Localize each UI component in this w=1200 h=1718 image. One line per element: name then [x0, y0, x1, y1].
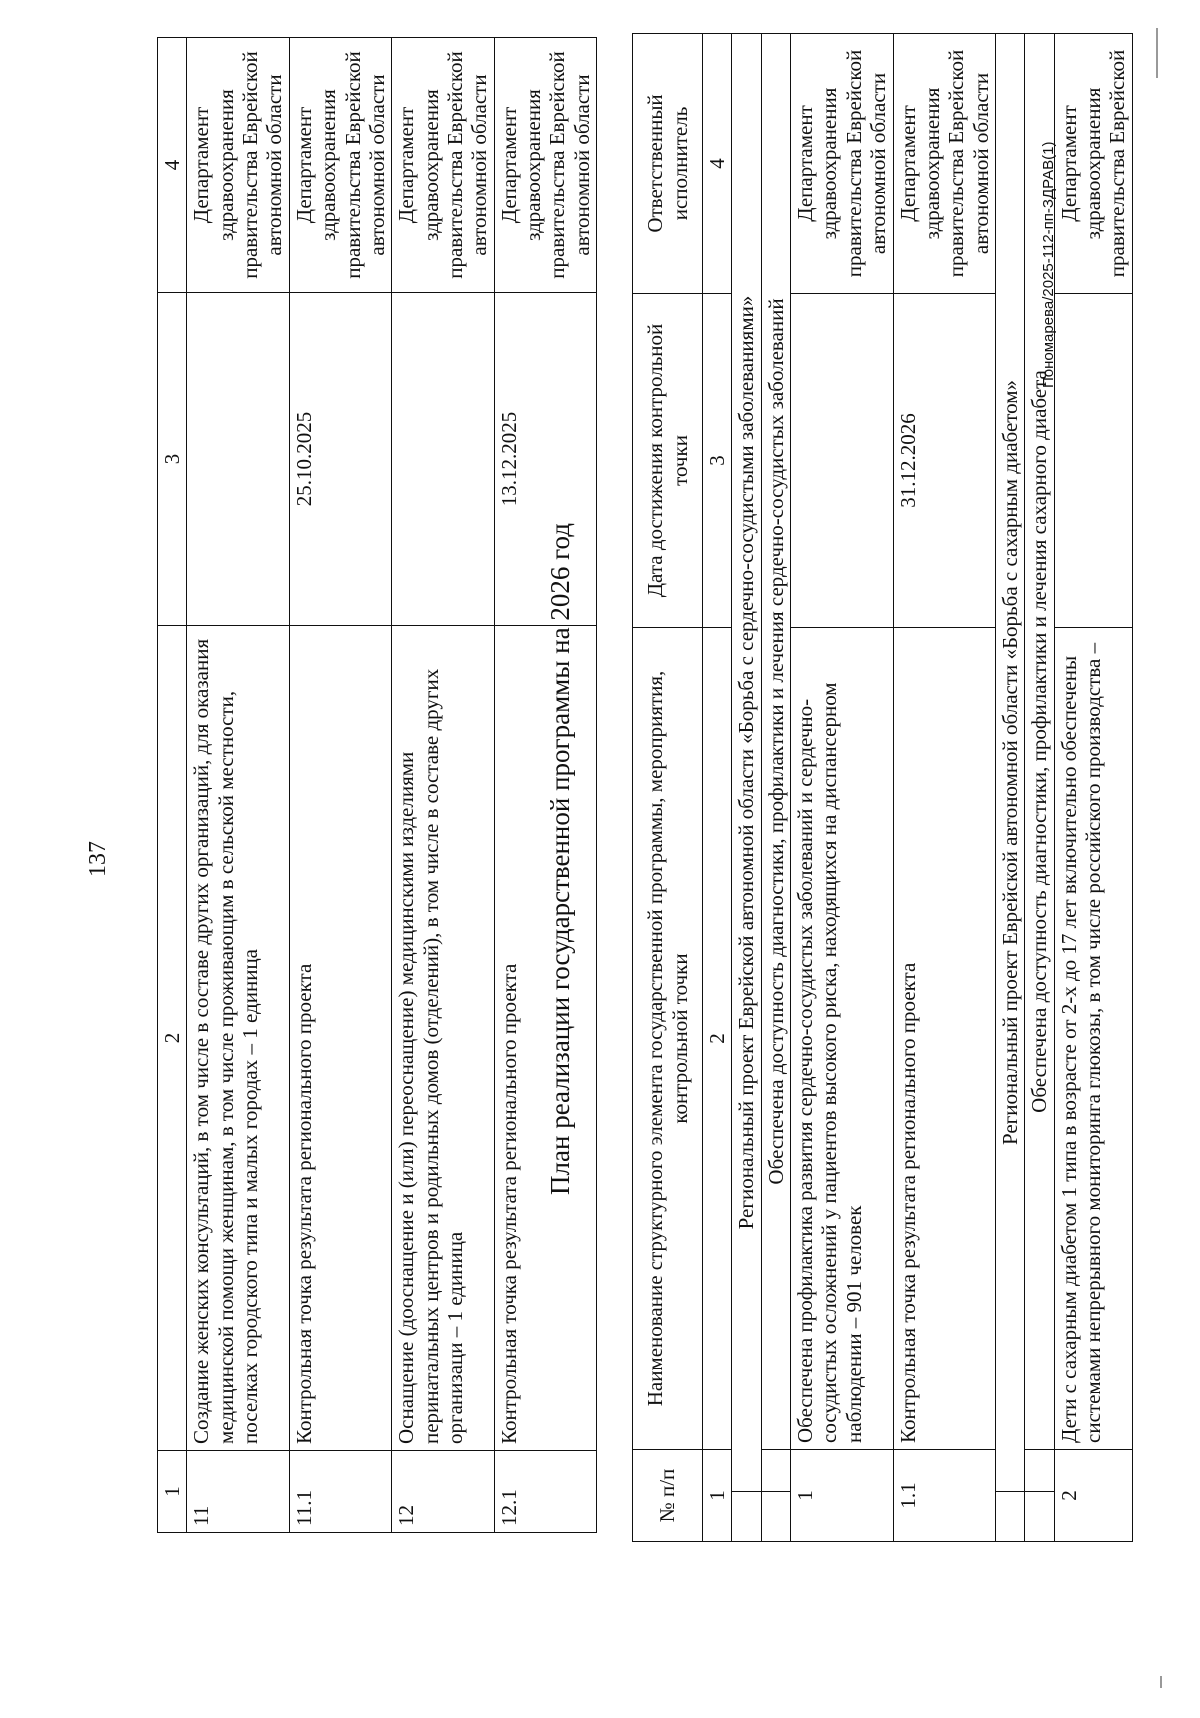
- row-number: 11: [187, 1451, 289, 1533]
- table-row: [1054, 33, 1132, 1541]
- row-date: [392, 293, 494, 626]
- header-cell: 3: [158, 293, 187, 626]
- row-number: 1: [791, 1449, 893, 1541]
- numbering-cell: 1: [703, 1449, 732, 1541]
- row-executor: Департамент здравоохранения правительства Еврейской автономной области: [187, 38, 289, 293]
- table-row: [392, 38, 494, 1533]
- numbering-cell: 4: [703, 33, 732, 293]
- empty-cell: [761, 1492, 790, 1542]
- row-name: Оснащение (дооснащение и (или) переоснащение) медицинскими изделиями перинатальных центров и родильных домов (отделений), в том числе в составе других организаци – 1 единица: [392, 626, 494, 1451]
- header-name: Наименование структурного элемента государственной программы, мероприятия, контрольной точки: [633, 627, 703, 1449]
- row-name: Контрольная точка результата регионального проекта: [289, 626, 391, 1451]
- top-table-header-row: [158, 38, 187, 1533]
- empty-cell: [1025, 1492, 1054, 1542]
- project-row: [732, 33, 761, 1541]
- row-number: 12.1: [494, 1451, 596, 1533]
- bottom-table: [632, 33, 1133, 1542]
- top-table: [157, 37, 597, 1533]
- row-number: 11.1: [289, 1451, 391, 1533]
- numbering-cell: 3: [703, 293, 732, 627]
- header-cell: 1: [158, 1451, 187, 1533]
- project-title: Региональный проект Еврейской автономной области «Борьба с сердечно-сосудистыми заболеваниями»: [732, 33, 761, 1491]
- row-executor: Департамент здравоохранения правительства Еврейской автономной области: [494, 38, 596, 293]
- header-cell: 2: [158, 626, 187, 1451]
- row-executor: Департамент здравоохранения правительства Еврейской автономной области: [392, 38, 494, 293]
- table-row: [289, 38, 391, 1533]
- task-title: Обеспечена доступность диагностики, профилактики и лечения сердечно-сосудистых заболеваний: [761, 33, 790, 1449]
- row-number: 2: [1054, 1449, 1132, 1541]
- table-row: [893, 33, 995, 1541]
- row-name: Обеспечена профилактика развития сердечно-сосудистых заболеваний и сердечно-сосудистых осложнений у пациентов высокого риска, находящихся на диспансерном наблюдении – 901 человек: [791, 627, 893, 1449]
- footer-document-code: Пономарева/2025-112-пп-ЗДРАВ(1): [1040, 141, 1057, 388]
- table-row: [187, 38, 289, 1533]
- row-date: [1054, 293, 1132, 627]
- row-executor: Департамент здравоохранения правительства Еврейской автономной области: [289, 38, 391, 293]
- row-name: Создание женских консультаций, в том числе в составе других организаций, для оказания медицинской помощи женщинам, в том числе проживающим в сельской местности, поселках городского типа и малых городах – 1 единица: [187, 626, 289, 1451]
- scan-mark: [1156, 28, 1158, 78]
- row-date: 25.10.2025: [289, 293, 391, 626]
- plan-title: План реализации государственной программы на 2026 год: [545, 523, 575, 1195]
- header-num: № п/п: [633, 1449, 703, 1541]
- task-title: Обеспечена доступность диагностики, профилактики и лечения сахарного диабета: [1025, 33, 1054, 1449]
- row-executor: Департамент здравоохранения правительства Еврейской автономной области: [893, 33, 995, 293]
- row-name: Контрольная точка результата регионального проекта: [893, 627, 995, 1449]
- empty-cell: [732, 1492, 761, 1542]
- row-name: Дети с сахарным диабетом 1 типа в возрасте от 2-х до 17 лет включительно обеспечены системами непрерывного мониторинга глюкозы, в том числе российского производства –: [1054, 627, 1132, 1449]
- row-date: [791, 293, 893, 627]
- empty-cell: [1025, 1449, 1054, 1491]
- header-date: Дата достижения контрольной точки: [633, 293, 703, 627]
- bottom-table-numbering-row: [703, 33, 732, 1541]
- row-date: 13.12.2025: [494, 293, 596, 626]
- task-row: [761, 33, 790, 1541]
- row-number: 1.1: [893, 1449, 995, 1541]
- bottom-table-header-row: [633, 33, 703, 1541]
- header-cell: 4: [158, 38, 187, 293]
- row-executor: Департамент здравоохранения правительства Еврейской: [1054, 33, 1132, 293]
- row-date: [187, 293, 289, 626]
- page-number: 137: [85, 841, 111, 877]
- row-date: 31.12.2026: [893, 293, 995, 627]
- row-name: Контрольная точка результата регионального проекта: [494, 626, 596, 1451]
- row-executor: Департамент здравоохранения правительства Еврейской автономной области: [791, 33, 893, 293]
- project-title: Региональный проект Еврейской автономной области «Борьба с сахарным диабетом»: [995, 33, 1024, 1491]
- empty-cell: [761, 1449, 790, 1491]
- numbering-cell: 2: [703, 627, 732, 1449]
- scan-mark: [1160, 1676, 1162, 1688]
- empty-cell: [995, 1492, 1024, 1542]
- project-row: [995, 33, 1024, 1541]
- table-row: [791, 33, 893, 1541]
- header-executor: Ответственный исполнитель: [633, 33, 703, 293]
- row-number: 12: [392, 1451, 494, 1533]
